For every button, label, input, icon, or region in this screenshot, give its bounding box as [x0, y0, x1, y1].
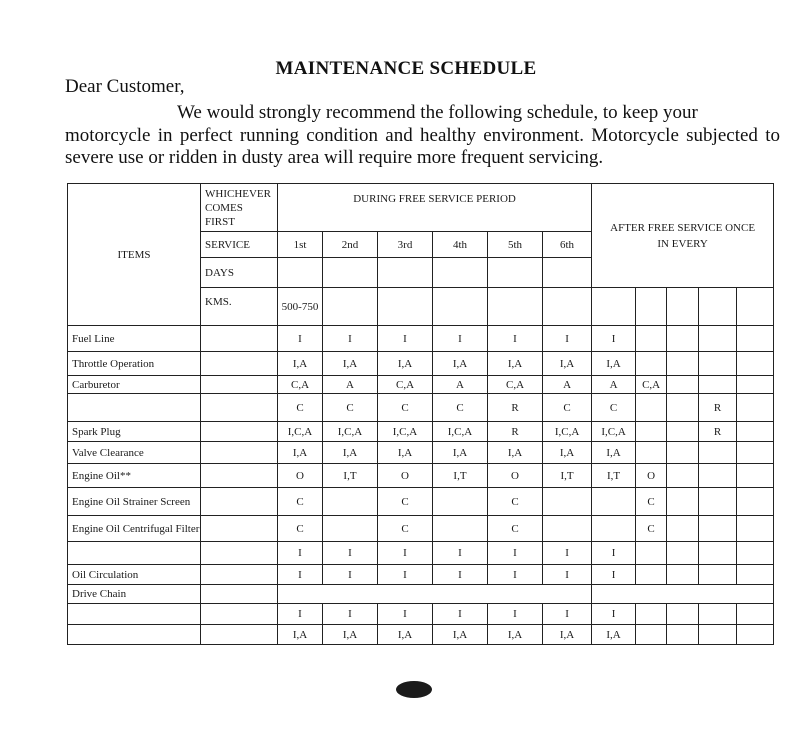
schedule-cell: I,A [592, 352, 636, 376]
schedule-cell: I,C,A [378, 422, 433, 442]
schedule-cell [737, 442, 774, 464]
item-name-cell: Carburetor [68, 376, 201, 394]
days-cell [488, 258, 543, 288]
days-cell [433, 258, 488, 288]
item-name-cell: Engine Oil Centrifugal Filter [68, 516, 201, 542]
schedule-cell: I [278, 565, 323, 585]
schedule-cell: C [433, 394, 488, 422]
schedule-cell: I [433, 604, 488, 625]
schedule-cell: R [699, 422, 737, 442]
kms-cell [323, 288, 378, 326]
schedule-cell: C [488, 516, 543, 542]
blank-cell [201, 542, 278, 565]
table-row [68, 625, 774, 645]
schedule-cell [737, 464, 774, 488]
blank-cell [201, 565, 278, 585]
intro-rest: motorcycle in perfect running condition and healthy environment. Motorcycle subjected to severe use or ridden in dusty area will require more frequent servicing. [65, 124, 780, 168]
schedule-cell [667, 625, 699, 645]
schedule-cell [737, 488, 774, 516]
schedule-cell: I [378, 604, 433, 625]
schedule-cell: I,T [543, 464, 592, 488]
schedule-cell [737, 376, 774, 394]
schedule-cell: I [278, 542, 323, 565]
page-title: MAINTENANCE SCHEDULE [275, 58, 537, 79]
schedule-cell: I,C,A [433, 422, 488, 442]
service-2nd: 2nd [323, 232, 378, 258]
schedule-cell: I,A [488, 442, 543, 464]
schedule-cell: I,A [543, 352, 592, 376]
schedule-cell: I [278, 326, 323, 352]
kms-cell [378, 288, 433, 326]
item-name-cell: Oil Circulation [68, 565, 201, 585]
schedule-cell [636, 542, 667, 565]
schedule-cell [737, 604, 774, 625]
service-3rd: 3rd [378, 232, 433, 258]
table-row [68, 422, 774, 442]
table-row [68, 542, 774, 565]
table-row [68, 585, 774, 604]
schedule-cell [699, 464, 737, 488]
after-service-cell [699, 288, 737, 326]
service-1st: 1st [278, 232, 323, 258]
schedule-cell: I,A [543, 625, 592, 645]
header-row-1 [68, 184, 774, 232]
schedule-cell [433, 516, 488, 542]
after-service-cell [592, 288, 636, 326]
schedule-cell: A [592, 376, 636, 394]
schedule-cell [636, 422, 667, 442]
schedule-cell: O [636, 464, 667, 488]
days-cell [278, 258, 323, 288]
schedule-cell [699, 604, 737, 625]
schedule-cell [667, 604, 699, 625]
schedule-cell: I,T [433, 464, 488, 488]
free-service-period-header: DURING FREE SERVICE PERIOD [278, 184, 592, 232]
table-row [68, 604, 774, 625]
table-row [68, 376, 774, 394]
schedule-cell: I [488, 326, 543, 352]
item-name-cell: Throttle Operation [68, 352, 201, 376]
schedule-cell [667, 326, 699, 352]
schedule-cell [699, 488, 737, 516]
schedule-cell: C,A [378, 376, 433, 394]
days-label: DAYS [201, 258, 278, 288]
schedule-cell: I,A [323, 625, 378, 645]
schedule-cell [323, 488, 378, 516]
schedule-cell: I,A [278, 625, 323, 645]
blank-cell [201, 442, 278, 464]
schedule-cell: I,A [592, 625, 636, 645]
schedule-cell: O [488, 464, 543, 488]
table-row [68, 442, 774, 464]
schedule-cell: I [592, 565, 636, 585]
schedule-cell [636, 394, 667, 422]
schedule-cell [667, 422, 699, 442]
schedule-cell: C [323, 394, 378, 422]
schedule-cell [667, 488, 699, 516]
schedule-cell [433, 488, 488, 516]
schedule-cell: A [543, 376, 592, 394]
intro-first-line: We would strongly recommend the following schedule, to keep your [177, 102, 698, 123]
schedule-cell: I [323, 542, 378, 565]
table-row [68, 326, 774, 352]
schedule-cell: I [543, 542, 592, 565]
schedule-cell: I,A [323, 352, 378, 376]
schedule-cell: I [488, 604, 543, 625]
schedule-cell [667, 464, 699, 488]
schedule-cell [737, 625, 774, 645]
schedule-cell [699, 442, 737, 464]
blank-cell [201, 326, 278, 352]
schedule-cell: C [278, 394, 323, 422]
schedule-cell: A [323, 376, 378, 394]
schedule-cell [737, 542, 774, 565]
schedule-cell: I,T [323, 464, 378, 488]
schedule-cell: R [488, 394, 543, 422]
schedule-cell [592, 488, 636, 516]
schedule-cell: C,A [636, 376, 667, 394]
schedule-cell: I [378, 565, 433, 585]
table-row [68, 464, 774, 488]
schedule-cell: C [636, 516, 667, 542]
schedule-cell [636, 565, 667, 585]
item-name-cell [68, 542, 201, 565]
schedule-cell: C [378, 516, 433, 542]
schedule-cell: I [433, 326, 488, 352]
table-row [68, 394, 774, 422]
schedule-cell [667, 376, 699, 394]
schedule-cell: I,C,A [543, 422, 592, 442]
schedule-cell: O [378, 464, 433, 488]
schedule-cell [667, 565, 699, 585]
days-cell [543, 258, 592, 288]
schedule-cell: I,C,A [278, 422, 323, 442]
item-name-cell: Valve Clearance [68, 442, 201, 464]
days-cell [378, 258, 433, 288]
schedule-cell: C,A [278, 376, 323, 394]
schedule-cell: A [433, 376, 488, 394]
intro-paragraph [65, 102, 780, 170]
schedule-cell [737, 565, 774, 585]
schedule-cell [699, 376, 737, 394]
whichever-comes-first-label: WHICHEVER COMES FIRST [201, 184, 278, 232]
schedule-cell: I [592, 604, 636, 625]
blank-cell [201, 352, 278, 376]
schedule-cell: I [278, 604, 323, 625]
item-name-cell [68, 625, 201, 645]
schedule-cell [699, 542, 737, 565]
blank-cell [201, 464, 278, 488]
schedule-cell: I,A [323, 442, 378, 464]
schedule-cell: R [488, 422, 543, 442]
days-cell [323, 258, 378, 288]
blank-cell [201, 422, 278, 442]
schedule-cell [278, 585, 592, 604]
schedule-cell [699, 625, 737, 645]
schedule-cell: I [433, 565, 488, 585]
schedule-cell: I,A [378, 442, 433, 464]
schedule-cell: I [323, 565, 378, 585]
schedule-cell: O [278, 464, 323, 488]
after-free-service-header: AFTER FREE SERVICE ONCE IN EVERY [592, 184, 774, 288]
schedule-cell [636, 326, 667, 352]
schedule-cell [667, 442, 699, 464]
schedule-cell: C [488, 488, 543, 516]
item-name-cell: Fuel Line [68, 326, 201, 352]
schedule-cell: I,A [433, 625, 488, 645]
after-service-cell [636, 288, 667, 326]
schedule-cell [543, 516, 592, 542]
blank-cell [201, 604, 278, 625]
item-name-cell [68, 604, 201, 625]
schedule-cell [737, 326, 774, 352]
schedule-cell: I,A [378, 352, 433, 376]
schedule-cell: I [592, 542, 636, 565]
schedule-cell [636, 625, 667, 645]
blank-cell [201, 376, 278, 394]
blank-cell [201, 516, 278, 542]
maintenance-schedule-table [67, 183, 774, 645]
kms-cell [543, 288, 592, 326]
schedule-cell: I,A [278, 352, 323, 376]
schedule-cell [699, 352, 737, 376]
schedule-cell: R [699, 394, 737, 422]
schedule-cell: I [543, 565, 592, 585]
schedule-cell [737, 352, 774, 376]
schedule-cell: I,A [488, 625, 543, 645]
schedule-cell [667, 394, 699, 422]
item-name-cell: Engine Oil** [68, 464, 201, 488]
service-6th: 6th [543, 232, 592, 258]
schedule-cell: C [278, 516, 323, 542]
blank-cell [201, 394, 278, 422]
schedule-cell [699, 565, 737, 585]
table-row [68, 516, 774, 542]
schedule-cell [699, 516, 737, 542]
schedule-cell: I,A [378, 625, 433, 645]
schedule-cell: C [278, 488, 323, 516]
greeting: Dear Customer, [65, 76, 185, 97]
schedule-cell [737, 394, 774, 422]
schedule-cell [699, 326, 737, 352]
after-service-cell [737, 288, 774, 326]
kms-first-value: 500-750 [278, 288, 323, 326]
schedule-cell: C [636, 488, 667, 516]
schedule-cell: I,A [433, 442, 488, 464]
kms-cell [488, 288, 543, 326]
schedule-cell: I,A [488, 352, 543, 376]
blank-cell [201, 625, 278, 645]
schedule-cell: I [378, 326, 433, 352]
item-name-cell: Spark Plug [68, 422, 201, 442]
service-label: SERVICE [201, 232, 278, 258]
items-header: ITEMS [68, 184, 201, 326]
kms-label: KMS. [201, 288, 278, 326]
schedule-cell: I [323, 326, 378, 352]
schedule-cell [636, 604, 667, 625]
item-name-cell: Drive Chain [68, 585, 201, 604]
schedule-cell: I,A [543, 442, 592, 464]
schedule-cell: I,T [592, 464, 636, 488]
schedule-cell: I [433, 542, 488, 565]
schedule-cell [737, 516, 774, 542]
schedule-cell: I [543, 326, 592, 352]
schedule-cell [323, 516, 378, 542]
schedule-cell: I,C,A [592, 422, 636, 442]
kms-cell [433, 288, 488, 326]
schedule-cell: C [543, 394, 592, 422]
schedule-cell: C [592, 394, 636, 422]
schedule-cell: C,A [488, 376, 543, 394]
schedule-cell [592, 585, 774, 604]
blank-cell [201, 488, 278, 516]
schedule-cell [667, 542, 699, 565]
schedule-cell [636, 442, 667, 464]
schedule-cell: I,C,A [323, 422, 378, 442]
service-4th: 4th [433, 232, 488, 258]
schedule-cell [667, 352, 699, 376]
blank-cell [201, 585, 278, 604]
schedule-cell [636, 352, 667, 376]
schedule-cell: I,A [278, 442, 323, 464]
schedule-cell: I [543, 604, 592, 625]
schedule-cell [737, 422, 774, 442]
schedule-cell [543, 488, 592, 516]
item-name-cell: Engine Oil Strainer Screen [68, 488, 201, 516]
schedule-cell: I,A [592, 442, 636, 464]
schedule-cell [592, 516, 636, 542]
schedule-cell: I [488, 542, 543, 565]
schedule-cell: C [378, 488, 433, 516]
schedule-cell: C [378, 394, 433, 422]
schedule-cell: I,A [433, 352, 488, 376]
table-row [68, 565, 774, 585]
schedule-cell: I [592, 326, 636, 352]
schedule-cell [667, 516, 699, 542]
schedule-cell: I [378, 542, 433, 565]
service-5th: 5th [488, 232, 543, 258]
after-service-cell [667, 288, 699, 326]
item-name-cell [68, 394, 201, 422]
table-row [68, 488, 774, 516]
schedule-cell: I [323, 604, 378, 625]
schedule-cell: I [488, 565, 543, 585]
table-row [68, 352, 774, 376]
page-number-badge [396, 681, 432, 698]
